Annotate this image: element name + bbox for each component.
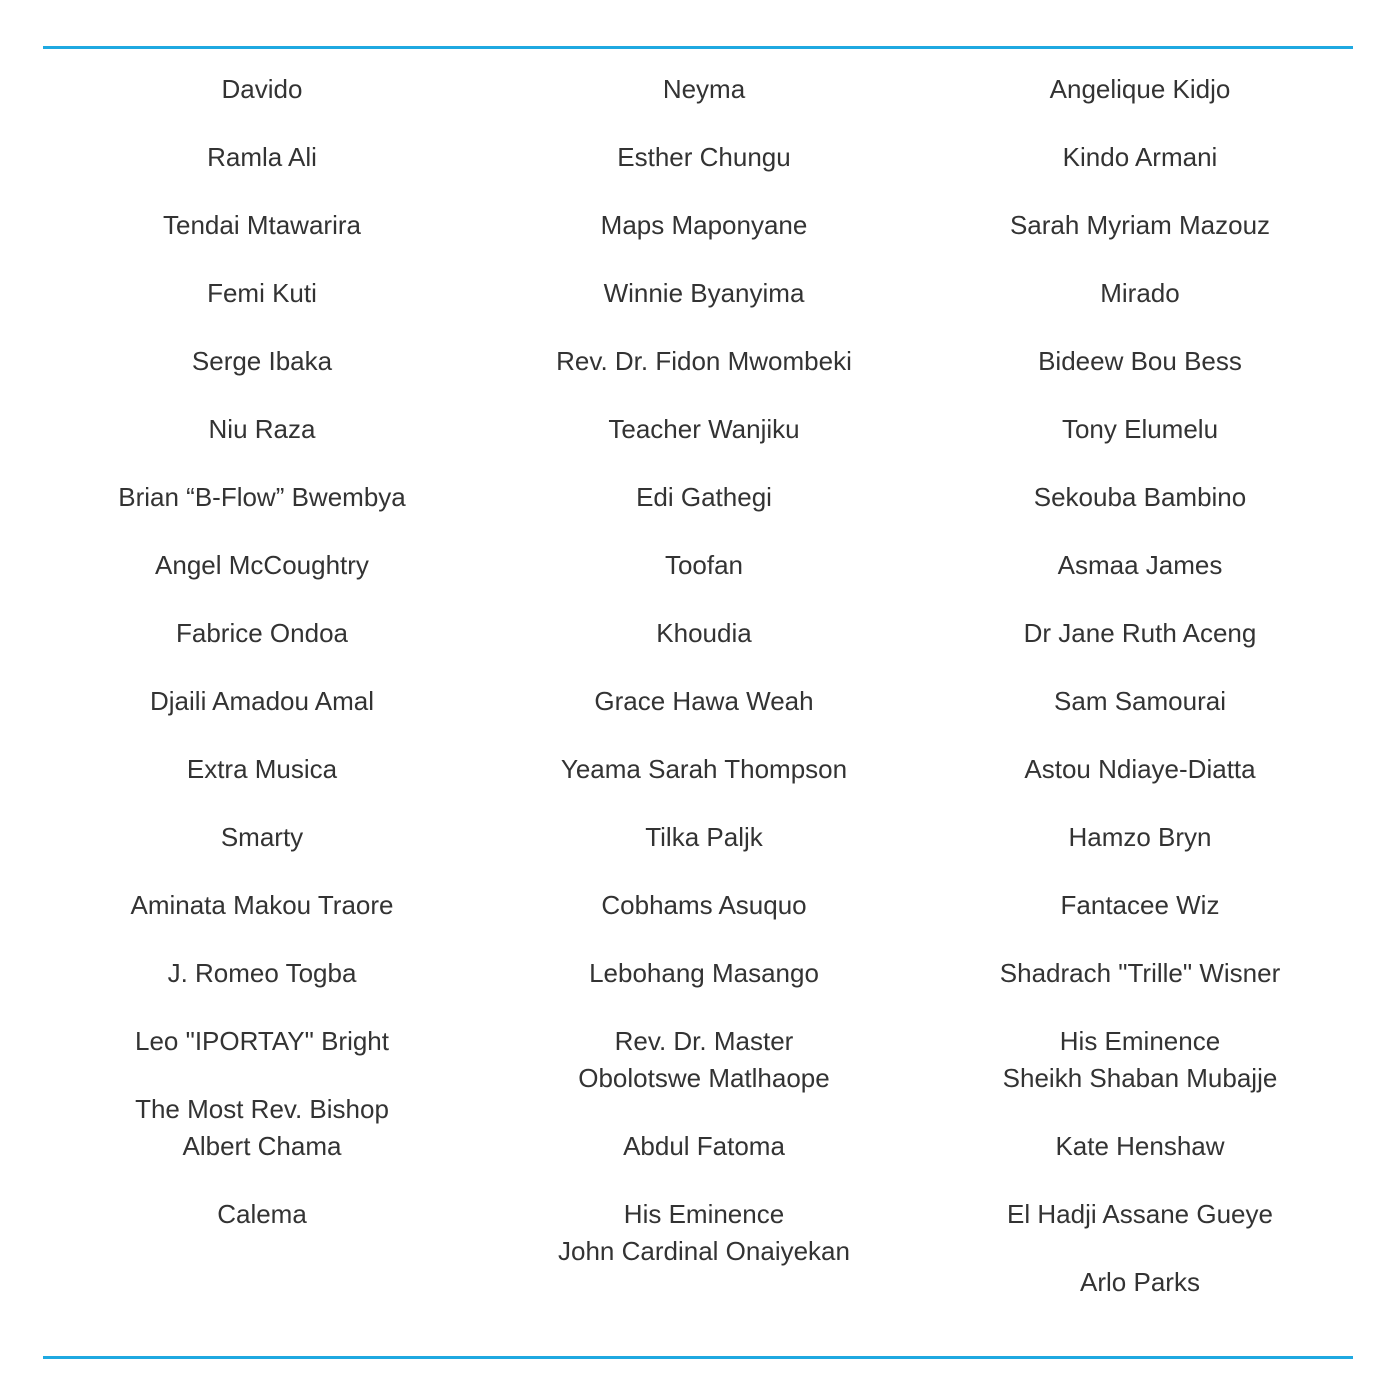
- name-item: Grace Hawa Weah: [594, 686, 814, 716]
- name-item: Neyma: [662, 74, 746, 104]
- name-item: Ramla Ali: [207, 142, 317, 172]
- name-item: Dr Jane Ruth Aceng: [1023, 618, 1257, 648]
- top-divider: [43, 46, 1353, 49]
- name-item: Teacher Wanjiku: [608, 414, 800, 444]
- name-item: J. Romeo Togba: [167, 958, 357, 988]
- name-item: Tilka Paljk: [645, 822, 763, 852]
- name-item: Arlo Parks: [1080, 1267, 1200, 1297]
- name-item: Sekouba Bambino: [1033, 482, 1247, 512]
- name-item: Serge Ibaka: [191, 346, 333, 376]
- name-item: Mirado: [1100, 278, 1180, 308]
- name-item: Esther Chungu: [617, 142, 791, 172]
- name-item: Rev. Dr. Master Obolotswe Matlhaope: [578, 1026, 830, 1093]
- name-item: Cobhams Asuquo: [601, 890, 807, 920]
- names-column-2: [481, 58, 927, 1319]
- name-item: Leo "IPORTAY" Bright: [134, 1026, 389, 1056]
- name-item: Asmaa James: [1057, 550, 1223, 580]
- name-item: Shadrach "Trille" Wisner: [999, 958, 1281, 988]
- name-item: Hamzo Bryn: [1068, 822, 1212, 852]
- name-item: Sarah Myriam Mazouz: [1009, 210, 1271, 240]
- name-item: Bideew Bou Bess: [1038, 346, 1242, 376]
- name-item: Sam Samourai: [1054, 686, 1226, 716]
- names-column-1: [43, 58, 481, 1319]
- name-item: Tendai Mtawarira: [163, 210, 361, 240]
- name-item: Tony Elumelu: [1061, 414, 1219, 444]
- names-column-3: [927, 58, 1353, 1319]
- name-item: Yeama Sarah Thompson: [560, 754, 848, 784]
- name-item: Extra Musica: [186, 754, 338, 784]
- name-item: Kate Henshaw: [1055, 1131, 1225, 1161]
- name-item: El Hadji Assane Gueye: [1007, 1199, 1273, 1229]
- name-item: Niu Raza: [208, 414, 316, 444]
- name-item: Lebohang Masango: [589, 958, 819, 988]
- name-item: Angelique Kidjo: [1049, 74, 1231, 104]
- name-item: Davido: [221, 74, 303, 104]
- name-item: Toofan: [664, 550, 744, 580]
- name-item: Fabrice Ondoa: [176, 618, 348, 648]
- name-item: Maps Maponyane: [600, 210, 808, 240]
- name-item: Smarty: [220, 822, 304, 852]
- name-item: Aminata Makou Traore: [130, 890, 394, 920]
- names-grid: [43, 58, 1353, 1319]
- bottom-divider: [43, 1356, 1353, 1359]
- name-item: Astou Ndiaye-Diatta: [1024, 754, 1256, 784]
- name-item: Rev. Dr. Fidon Mwombeki: [556, 346, 852, 376]
- name-item: His Eminence John Cardinal Onaiyekan: [558, 1199, 850, 1266]
- name-item: Abdul Fatoma: [623, 1131, 785, 1161]
- name-item: Femi Kuti: [207, 278, 317, 308]
- name-item: Brian “B-Flow” Bwembya: [118, 482, 406, 512]
- name-item: Fantacee Wiz: [1060, 890, 1220, 920]
- name-item: Winnie Byanyima: [603, 278, 805, 308]
- name-item: Calema: [217, 1199, 307, 1229]
- name-item: Khoudia: [656, 618, 752, 648]
- name-item: The Most Rev. Bishop Albert Chama: [135, 1094, 389, 1161]
- name-item: Kindo Armani: [1062, 142, 1218, 172]
- name-item: His Eminence Sheikh Shaban Mubajje: [1002, 1026, 1278, 1093]
- name-item: Angel McCoughtry: [155, 550, 369, 580]
- name-item: Edi Gathegi: [636, 482, 772, 512]
- name-item: Djaili Amadou Amal: [150, 686, 374, 716]
